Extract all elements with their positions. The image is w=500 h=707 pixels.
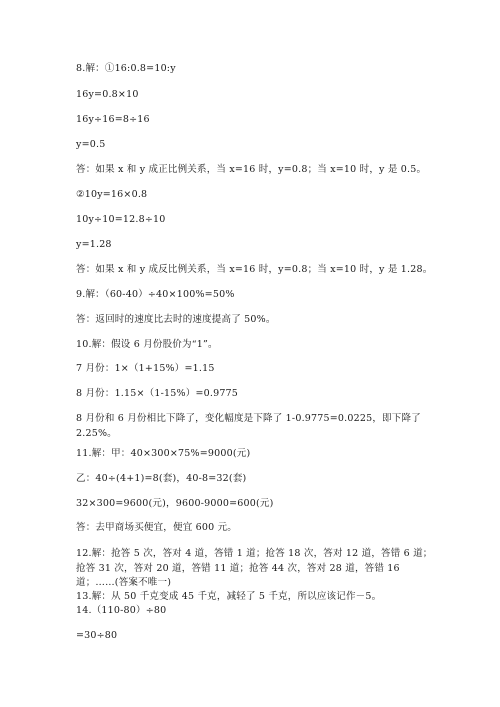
text-line: 10y÷10=12.8÷10 [76,214,166,225]
text-line: =30÷80 [76,630,118,641]
text-line: 答：去甲商场买便宜，便宜 600 元。 [76,522,237,533]
text-line: 16y÷16=8÷16 [76,114,150,125]
text-line: 乙：40÷(4+1)=8(套)，40-8=32(套) [76,473,247,484]
text-line: 14.（110-80）÷80 [76,605,167,616]
text-line: 答：如果 x 和 y 成正比例关系，当 x=16 时，y=0.8；当 x=10 时，y 是 0.5。 [76,164,427,175]
text-line: 8.解：①16:0.8=10:y [76,63,176,74]
text-line: 道；……(答案不唯一) [76,577,172,588]
text-line: y=0.5 [76,139,106,150]
text-line: 7 月份：1×（1+15%）=1.15 [76,363,215,374]
text-line: 8 月份：1.15×（1-15%）=0.9775 [76,388,239,399]
text-line: 11.解：甲：40×300×75%=9000(元) [76,448,251,459]
text-line: 8 月份和 6 月份相比下降了，变化幅度是下降了 1-0.9775=0.0225，即下降了 [76,413,421,424]
text-line: 10.解：假设 6 月份股价为“1”。 [76,339,218,350]
text-line: 2.25%。 [76,428,117,439]
text-line: 16y=0.8×10 [76,89,139,100]
text-line: ②10y=16×0.8 [76,189,148,200]
text-line: 12.解：抢答 5 次，答对 4 道，答错 1 道；抢答 18 次，答对 12 道，答错 6 道； [76,548,433,559]
text-line: 13.解：从 50 千克变成 45 千克，减轻了 5 千克，所以应该记作－5。 [76,591,382,602]
text-line: 抢答 31 次，答对 20 道，答错 11 道；抢答 44 次，答对 28 道，答错 16 [76,563,400,574]
text-line: y=1.28 [76,239,112,250]
text-line: 答：返回时的速度比去时的速度提高了 50%。 [76,314,276,325]
text-line: 9.解：（60-40）÷40×100%=50% [76,289,235,300]
text-line: 答：如果 x 和 y 成反比例关系，当 x=16 时，y=0.8；当 x=10 时，y 是 1.28。 [76,264,433,275]
text-line: 32×300=9600(元)，9600-9000=600(元) [76,498,274,509]
